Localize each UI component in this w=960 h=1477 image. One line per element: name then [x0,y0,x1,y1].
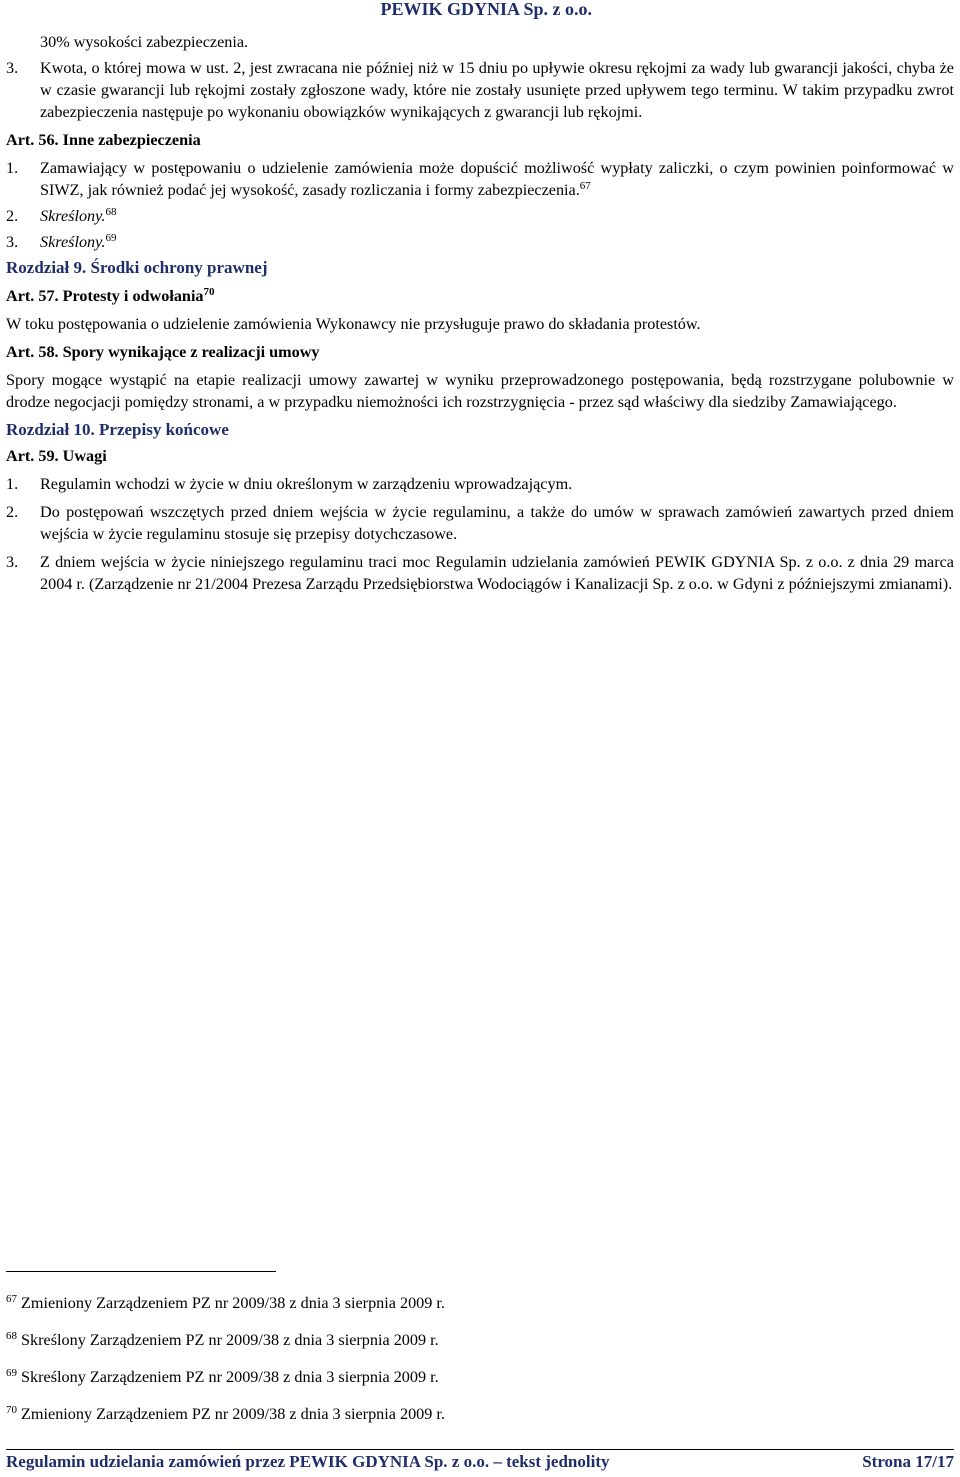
paragraph-text: Zamawiający w postępowaniu o udzielenie zamówienia może dopuścić możliwość wypłaty zaliczki, o czym powinien poinformować w SIWZ, jak również podać jej wysokość, zasady rozliczania i formy zabezpieczenia. [40,159,954,199]
footnote-separator [6,1271,276,1272]
footnote-ref[interactable]: 70 [203,286,215,298]
footnote-text: Zmieniony Zarządzeniem PZ nr 2009/38 z dnia 3 sierpnia 2009 r. [21,1294,445,1312]
list-item [6,501,954,545]
footnote-number: 69 [6,1367,17,1379]
chapter-heading: Rozdział 10. Przepisy końcowe [6,420,229,439]
footnote [6,1292,906,1314]
footnote-ref[interactable]: 67 [579,180,591,192]
footnote-text: Zmieniony Zarządzeniem PZ nr 2009/38 z dnia 3 sierpnia 2009 r. [21,1405,445,1423]
footnote [6,1329,906,1351]
footnote-text: Skreślony Zarządzeniem PZ nr 2009/38 z dnia 3 sierpnia 2009 r. [21,1368,439,1386]
article-heading: Art. 56. Inne zabezpieczenia [6,131,201,149]
article-heading: Art. 59. Uwagi [6,447,107,465]
paragraph-text: Kwota, o której mowa w ust. 2, jest zwracana nie później niż w 15 dniu po upływie okresu rękojmi za wady lub gwarancji jakości, chyba że w czasie gwarancji lub rękojmi zostały zgłoszone wady, które nie zostały usunięte przed upływem tego terminu. [40,59,954,99]
list-item [6,551,954,595]
paragraph-text: Spory mogące wystąpić na etapie realizacji umowy zawartej w wyniku przeprowadzonego postępowania, będą rozstrzygane polubownie w drodze negocjacji pomiędzy stronami, a w przypadku niemożności ich rozstrzygnięcia - przez sąd właściwy dla siedziby Zamawiającego. [6,371,954,411]
footnote-number: 67 [6,1293,17,1305]
paragraph-text: Z dniem wejścia w życie niniejszego regulaminu traci moc Regulamin udzielania zamówień PEWIK GDYNIA Sp. z o.o. z dnia 29 marca 2004 r. (Zarządzenie nr 21/2004 Prezesa Zarządu Przedsiębiorstwa Wodociągów i Kanalizacji Sp. z o.o. w Gdyni z późniejszymi zmianami). [40,553,954,593]
footnote-number: 70 [6,1404,17,1416]
document-body [6,32,954,595]
paragraph-text: Do postępowań wszczętych przed dniem wejścia w życie regulaminu, a także do umów w sprawach zamówień zawartych przed dniem wejścia w życie regulaminu stosuje się przepisy dotychczasowe. [40,503,954,543]
footnote-text: Skreślony Zarządzeniem PZ nr 2009/38 z dnia 3 sierpnia 2009 r. [21,1331,439,1349]
footnote-ref[interactable]: 68 [105,206,117,218]
list-item [6,231,954,253]
list-number: 3. [6,59,19,77]
page-number: Strona 17/17 [862,1452,954,1471]
paragraph-text: Skreślony. [40,233,106,251]
article-heading: Art. 58. Spory wynikające z realizacji umowy [6,343,320,361]
footnote-number: 68 [6,1330,17,1342]
paragraph-text: Regulamin wchodzi w życie w dniu określonym w zarządzeniu wprowadzającym. [40,475,573,493]
list-number: 2. [6,503,19,521]
paragraph-text: W takim przypadku zwrot zabezpieczenia następuje po wykonaniu obowiązków wynikających z gwarancji lub rękojmi. [40,81,954,121]
paragraph-text: W toku postępowania o udzielenie zamówienia Wykonawcy nie przysługuje prawo do składania protestów. [6,315,701,333]
footnotes [6,1292,906,1440]
top-line: 30% wysokości zabezpieczenia. [40,33,249,51]
list-item [6,157,954,201]
list-number: 3. [6,553,19,571]
article-title: Art. 57. Protesty i odwołania [6,287,204,305]
article-heading [6,285,954,307]
list-number: 2. [6,207,19,225]
footnote [6,1366,906,1388]
paragraph-text: Skreślony. [40,207,106,225]
list-number: 1. [6,159,19,177]
list-item [6,205,954,227]
list-number: 1. [6,475,19,493]
footnote-ref[interactable]: 69 [105,232,117,244]
footer-title: Regulamin udzielania zamówień przez PEWIK GDYNIA Sp. z o.o. – tekst jednolity [6,1452,610,1471]
page-footer [6,1449,954,1471]
chapter-heading: Rozdział 9. Środki ochrony prawnej [6,258,268,277]
list-item [6,57,954,123]
page-header-company: PEWIK GDYNIA Sp. z o.o. [380,0,592,19]
list-number: 3. [6,233,19,251]
list-item [6,473,954,495]
footnote [6,1403,906,1425]
